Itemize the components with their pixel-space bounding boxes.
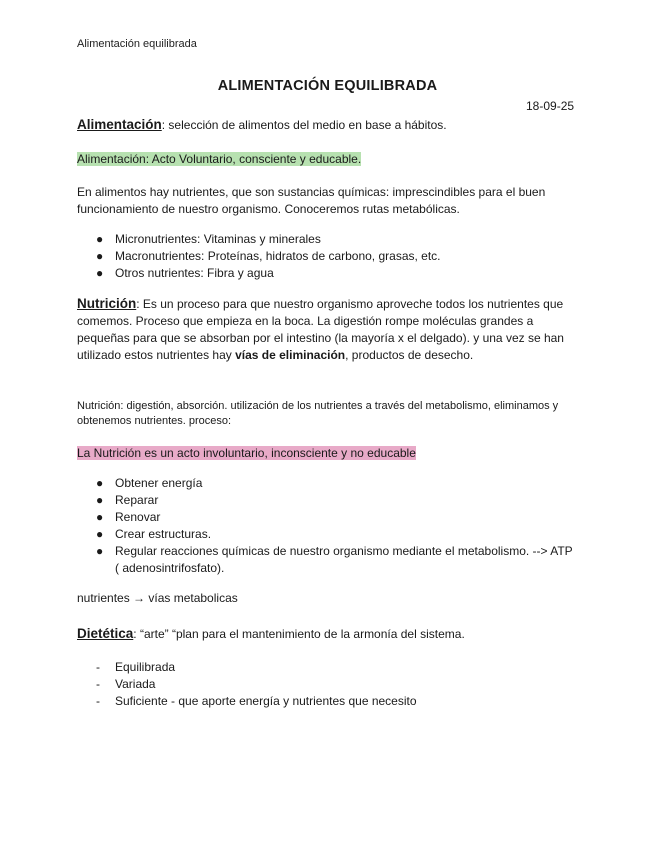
term-dietetica: Dietética (77, 626, 134, 641)
arrow-line: nutrientes → vías metabolicas (77, 591, 238, 605)
dietetica-list (77, 659, 577, 710)
alimentacion-definition-text: : selección de alimentos del medio en base a hábitos. (161, 118, 447, 132)
alimentacion-highlight: Alimentación: Acto Voluntario, consciente y educable. (77, 152, 362, 166)
bullet-marker: ● (96, 510, 104, 524)
bullet-marker: ● (96, 476, 104, 490)
nutricion-definition (77, 295, 577, 364)
list-item: ● Otros nutrientes: Fibra y agua (96, 266, 274, 280)
nutrient-list (77, 231, 577, 282)
dietetica-definition-text: : “arte” “plan para el mantenimiento de la armonía del sistema. (133, 627, 465, 641)
nutricion-text-after: , productos de desecho. (345, 348, 474, 362)
nutricion-highlight: La Nutrición es un acto involuntario, inconsciente y no educable (77, 446, 416, 460)
list-item: ● Regular reacciones químicas de nuestro organismo mediante el metabolismo. --> ATP ( adenosintrifosfato). (96, 544, 573, 575)
nutricion-text-before: : Es un proceso para que nuestro organismo aproveche todos los nutrientes que comemos. Proceso que empieza en la boca. La digestión rompe moléculas grandes a pequeñas para que se absorban por el intestino (la mayoría x el delgado). y una vez se han utilizado estos nutrientes hay (77, 297, 564, 362)
page-title: ALIMENTACIÓN EQUILIBRADA (217, 78, 438, 94)
dash-marker: - (96, 694, 100, 708)
bullet-marker: ● (96, 232, 104, 246)
list-item: ● Macronutrientes: Proteínas, hidratos de carbono, grasas, etc. (96, 249, 441, 263)
dash-marker: - (96, 660, 100, 674)
term-nutricion: Nutrición (77, 296, 137, 311)
bullet-marker: ● (96, 249, 104, 263)
list-item: ● Reparar (96, 493, 159, 507)
bullet-marker: ● (96, 527, 104, 541)
list-item: - Equilibrada (96, 660, 176, 674)
list-item: - Variada (96, 677, 156, 691)
bullet-marker: ● (96, 266, 104, 280)
bullet-marker: ● (96, 544, 104, 558)
alimentacion-definition (77, 116, 577, 134)
nutricion-list (77, 475, 577, 577)
date-label: 18-09-25 (526, 99, 575, 113)
dietetica-definition (77, 625, 577, 643)
alimentacion-highlight-line (77, 151, 577, 168)
nutricion-bold: vías de eliminación (235, 348, 346, 362)
nutrientes-intro: En alimentos hay nutrientes, que son sustancias químicas: imprescindibles para el buen funcionamiento de nuestro organismo. Conoceremos rutas metabólicas. (77, 185, 546, 216)
dash-marker: - (96, 677, 100, 691)
list-item: - Suficiente - que aporte energía y nutrientes que necesito (96, 694, 417, 708)
term-alimentacion: Alimentación (77, 117, 162, 132)
list-item: ● Renovar (96, 510, 161, 524)
running-header: Alimentación equilibrada (77, 38, 197, 50)
list-item: ● Crear estructuras. (96, 527, 212, 541)
list-item: ● Obtener energía (96, 476, 203, 490)
nutricion-highlight-line (77, 445, 577, 462)
list-item: ● Micronutrientes: Vitaminas y minerales (96, 232, 321, 246)
bullet-marker: ● (96, 493, 104, 507)
nutricion-note: Nutrición: digestión, absorción. utilización de los nutrientes a través del metabolismo, eliminamos y obtenemos nutrientes. proceso: (77, 400, 559, 427)
